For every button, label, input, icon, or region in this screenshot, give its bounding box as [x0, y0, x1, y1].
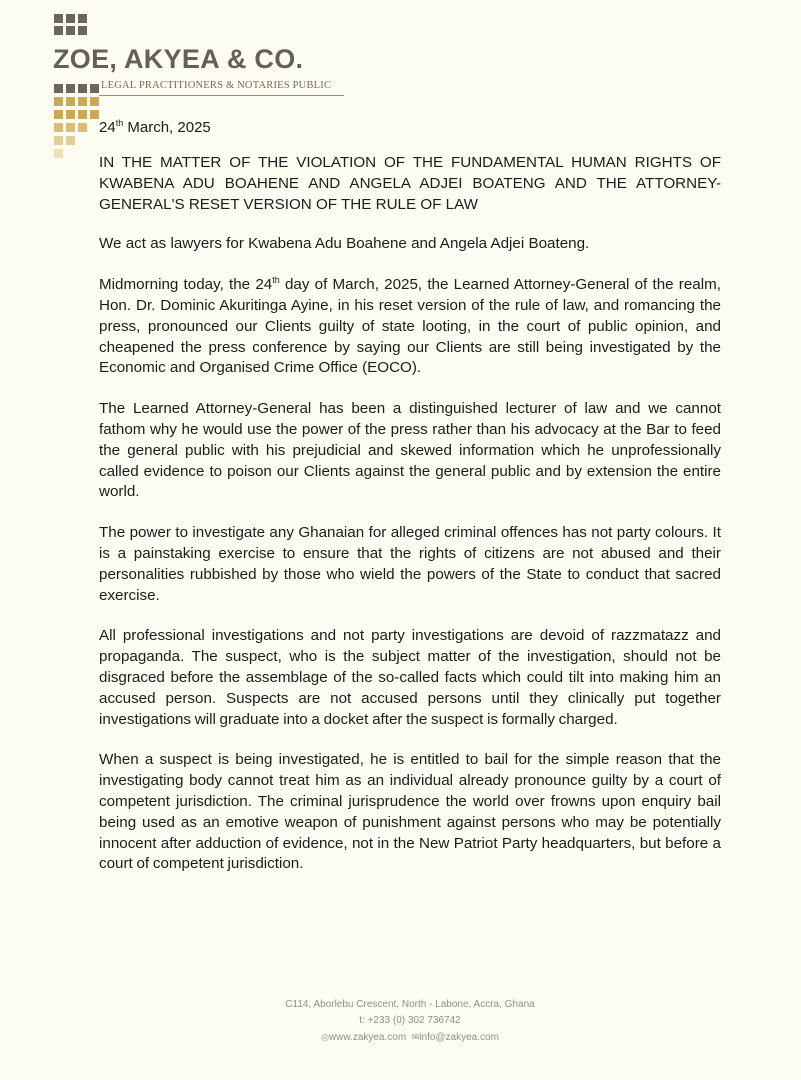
logo-square	[90, 97, 99, 106]
logo-square	[54, 14, 63, 23]
logo-square	[54, 110, 63, 119]
paragraph-1: We act as lawyers for Kwabena Adu Boahene and Angela Adjei Boateng.	[99, 235, 590, 253]
letterhead-rule	[99, 95, 344, 96]
logo-square	[78, 97, 87, 106]
paragraph-4: The power to investigate any Ghanaian for alleged criminal offences has not party colours. It is a painstaking exercise to ensure that the rights of citizens are not abused and their personalities rubbished by those who wield the powers of the State to conduct that sacred exercise.	[99, 524, 721, 604]
logo-square	[90, 84, 99, 93]
logo-square	[90, 110, 99, 119]
logo-square	[66, 84, 75, 93]
paragraph-2	[99, 275, 721, 379]
footer-email: info@zakyea.com	[419, 1032, 499, 1043]
logo-square	[78, 123, 87, 132]
letter-footer	[240, 997, 580, 1046]
logo-square	[66, 97, 75, 106]
logo-square	[78, 26, 87, 35]
footer-contact	[240, 1029, 580, 1046]
logo-square	[54, 26, 63, 35]
letter-date	[99, 118, 211, 136]
firm-name: ZOE, AKYEA & CO.	[53, 44, 304, 74]
letter-title: IN THE MATTER OF THE VIOLATION OF THE FUNDAMENTAL HUMAN RIGHTS OF KWABENA ADU BOAHENE AND ANGELA ADJEI BOATENG AND THE ATTORNEY-GENERAL'S RESET VERSION OF THE RULE OF LAW	[99, 154, 721, 213]
footer-phone: t: +233 (0) 302 736742	[359, 1015, 461, 1026]
logo-square	[66, 110, 75, 119]
logo-square	[66, 123, 75, 132]
paragraph-5: All professional investigations and not party investigations are devoid of razzmatazz and propaganda. The suspect, who is the subject matter of the investigation, should not be disgraced before the assemblage of the so-called facts which could tilt into making him an accused person. Suspects are not accused persons until they clinically put together investigations will graduate into a docket after the suspect is formally charged.	[99, 627, 721, 728]
paragraph-3: The Learned Attorney-General has been a distinguished lecturer of law and we cannot fathom why he would use the power of the press rather than his advocacy at the Bar to feed the general public with his prejudicial and skewed information which he unprofessionally called evidence to poison our Clients against the general public and by extension the entire world.	[99, 400, 721, 501]
logo-square	[54, 136, 63, 145]
date-day: 24	[99, 119, 116, 136]
date-suffix: th	[115, 118, 124, 128]
firm-subtitle: LEGAL PRACTITIONERS & NOTARIES PUBLIC	[101, 80, 332, 91]
logo-square	[66, 14, 75, 23]
globe-icon: ◎	[321, 1032, 329, 1042]
logo-square	[66, 26, 75, 35]
mail-icon: ✉	[411, 1032, 420, 1042]
logo-square	[54, 84, 63, 93]
logo-square	[54, 123, 63, 132]
paragraph-2-part-a: Midmorning today, the 24	[99, 276, 273, 294]
logo-square	[66, 136, 75, 145]
letter-body	[99, 153, 721, 895]
paragraph-2-superscript: th	[272, 275, 280, 286]
logo-square	[54, 149, 63, 158]
date-rest: March, 2025	[123, 119, 211, 136]
logo-square	[78, 14, 87, 23]
paragraph-6: When a suspect is being investigated, he is entitled to bail for the simple reason that the investigating body cannot treat him as an individual already pronounce guilty by a court of competent jurisdiction. The criminal jurisprudence the world over frowns upon enquiry bail being used as an emotive weapon of punishment against persons who may be potentially innocent after adduction of evidence, not in the New Patriot Party headquarters, but before a court of competent jurisdiction.	[99, 751, 721, 873]
paragraph-2-part-b: day of March, 2025, the Learned Attorney-General of the realm, Hon. Dr. Dominic Akuritinga Ayine, in his reset version of the rule of law, and romancing the press, pronounced our Clients guilty of state looting, in the court of public opinion, and cheapened the press conference by saying our Clients are still being investigated by the Economic and Organised Crime Office (EOCO).	[99, 276, 721, 377]
footer-website: www.zakyea.com	[328, 1032, 407, 1043]
logo-square	[54, 97, 63, 106]
logo-square	[78, 84, 87, 93]
footer-address: C114, Aborlebu Crescent, North - Labone, Accra, Ghana	[285, 999, 535, 1010]
logo-square	[78, 110, 87, 119]
